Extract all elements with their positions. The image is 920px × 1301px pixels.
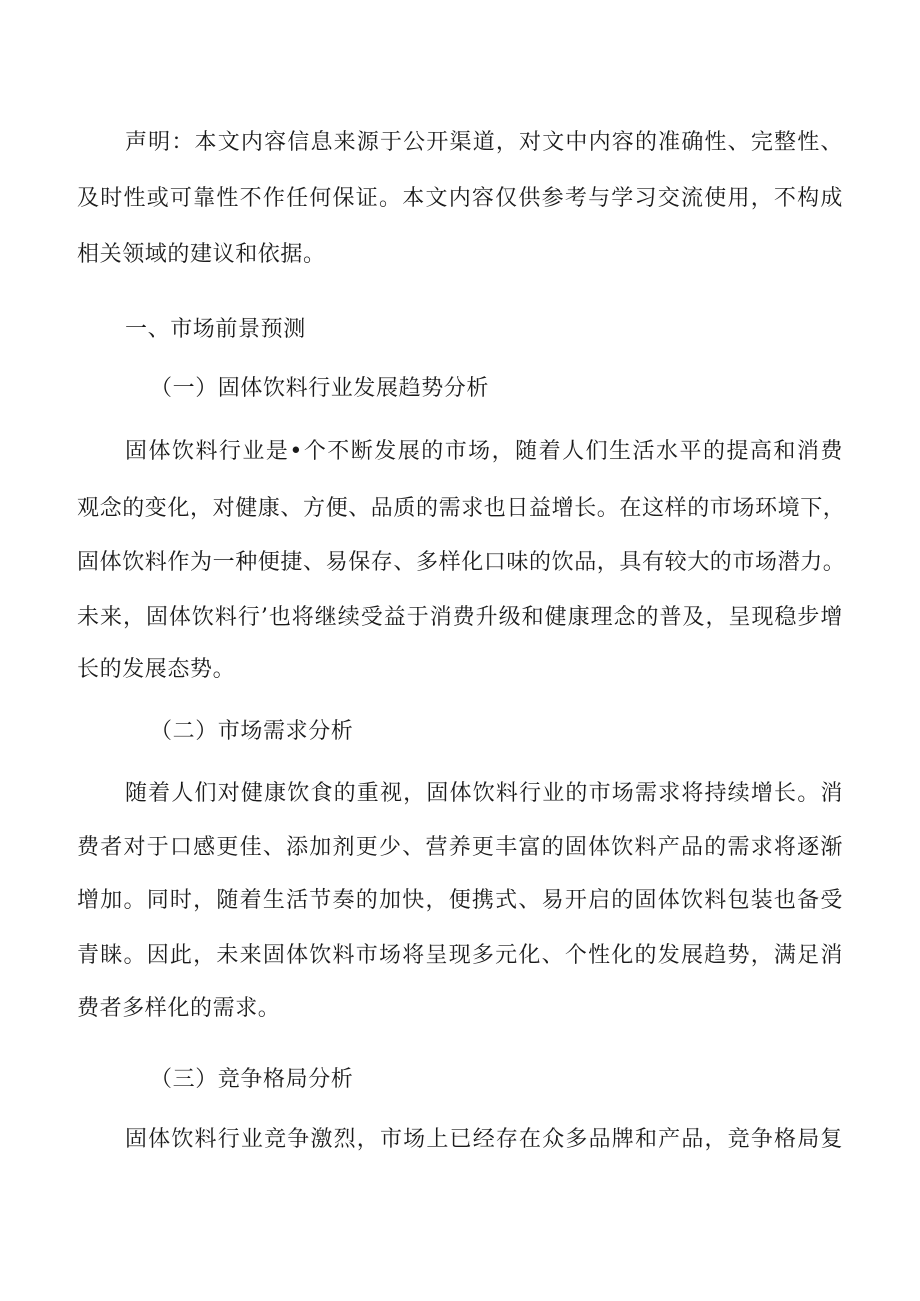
subsection-1-line-5: 长的发展态势。 — [77, 657, 236, 682]
disclaimer-line-2: 及时性或可靠性不作任何保证。本文内容仅供参考与学习交流使用，不构成 — [77, 186, 843, 211]
subsection-2-line-2: 费者对于口感更佳、添加剂更少、营养更丰富的固体饮料产品的需求将逐渐 — [77, 835, 843, 860]
subsection-1-line-3: 固体饮料作为一种便捷、易保存、多样化口味的饮品，具有较大的市场潜力。 — [77, 550, 846, 575]
section-heading: 一、市场前景预测 — [125, 317, 306, 342]
subsection-3-heading: （三）竞争格局分析 — [150, 1067, 354, 1092]
subsection-2-line-4: 青睐。因此，未来固体饮料市场将呈现多元化、个性化的发展趋势，满足消 — [77, 943, 843, 968]
disclaimer-line-1: 声明：本文内容信息来源于公开渠道，对文中内容的准确性、完整性、 — [125, 130, 843, 155]
subsection-3-line-1: 固体饮料行业竞争激烈，市场上已经存在众多品牌和产品，竞争格局复 — [125, 1127, 843, 1152]
subsection-2-line-1: 随着人们对健康饮食的重视，固体饮料行业的市场需求将持续增长。消 — [125, 781, 843, 806]
subsection-1-line-2: 观念的变化，对健康、方便、品质的需求也日益增长。在这样的市场环境下， — [77, 496, 846, 521]
subsection-2-heading: （二）市场需求分析 — [150, 719, 354, 744]
subsection-1-line-4: 未来，固体饮料行’也将继续受益于消费升级和健康理念的普及，呈现稳步增 — [77, 605, 843, 630]
subsection-1-line-1: 固体饮料行业是•个不断发展的市场，随着人们生活水平的提高和消费 — [125, 439, 843, 464]
subsection-1-heading: （一）固体饮料行业发展趋势分析 — [150, 376, 490, 401]
subsection-2-line-3: 增加。同时，随着生活节奏的加快，便携式、易开启的固体饮料包装也备受 — [77, 888, 843, 913]
subsection-2-line-5: 费者多样化的需求。 — [77, 996, 281, 1021]
disclaimer-line-3: 相关领域的建议和依据。 — [77, 242, 326, 267]
